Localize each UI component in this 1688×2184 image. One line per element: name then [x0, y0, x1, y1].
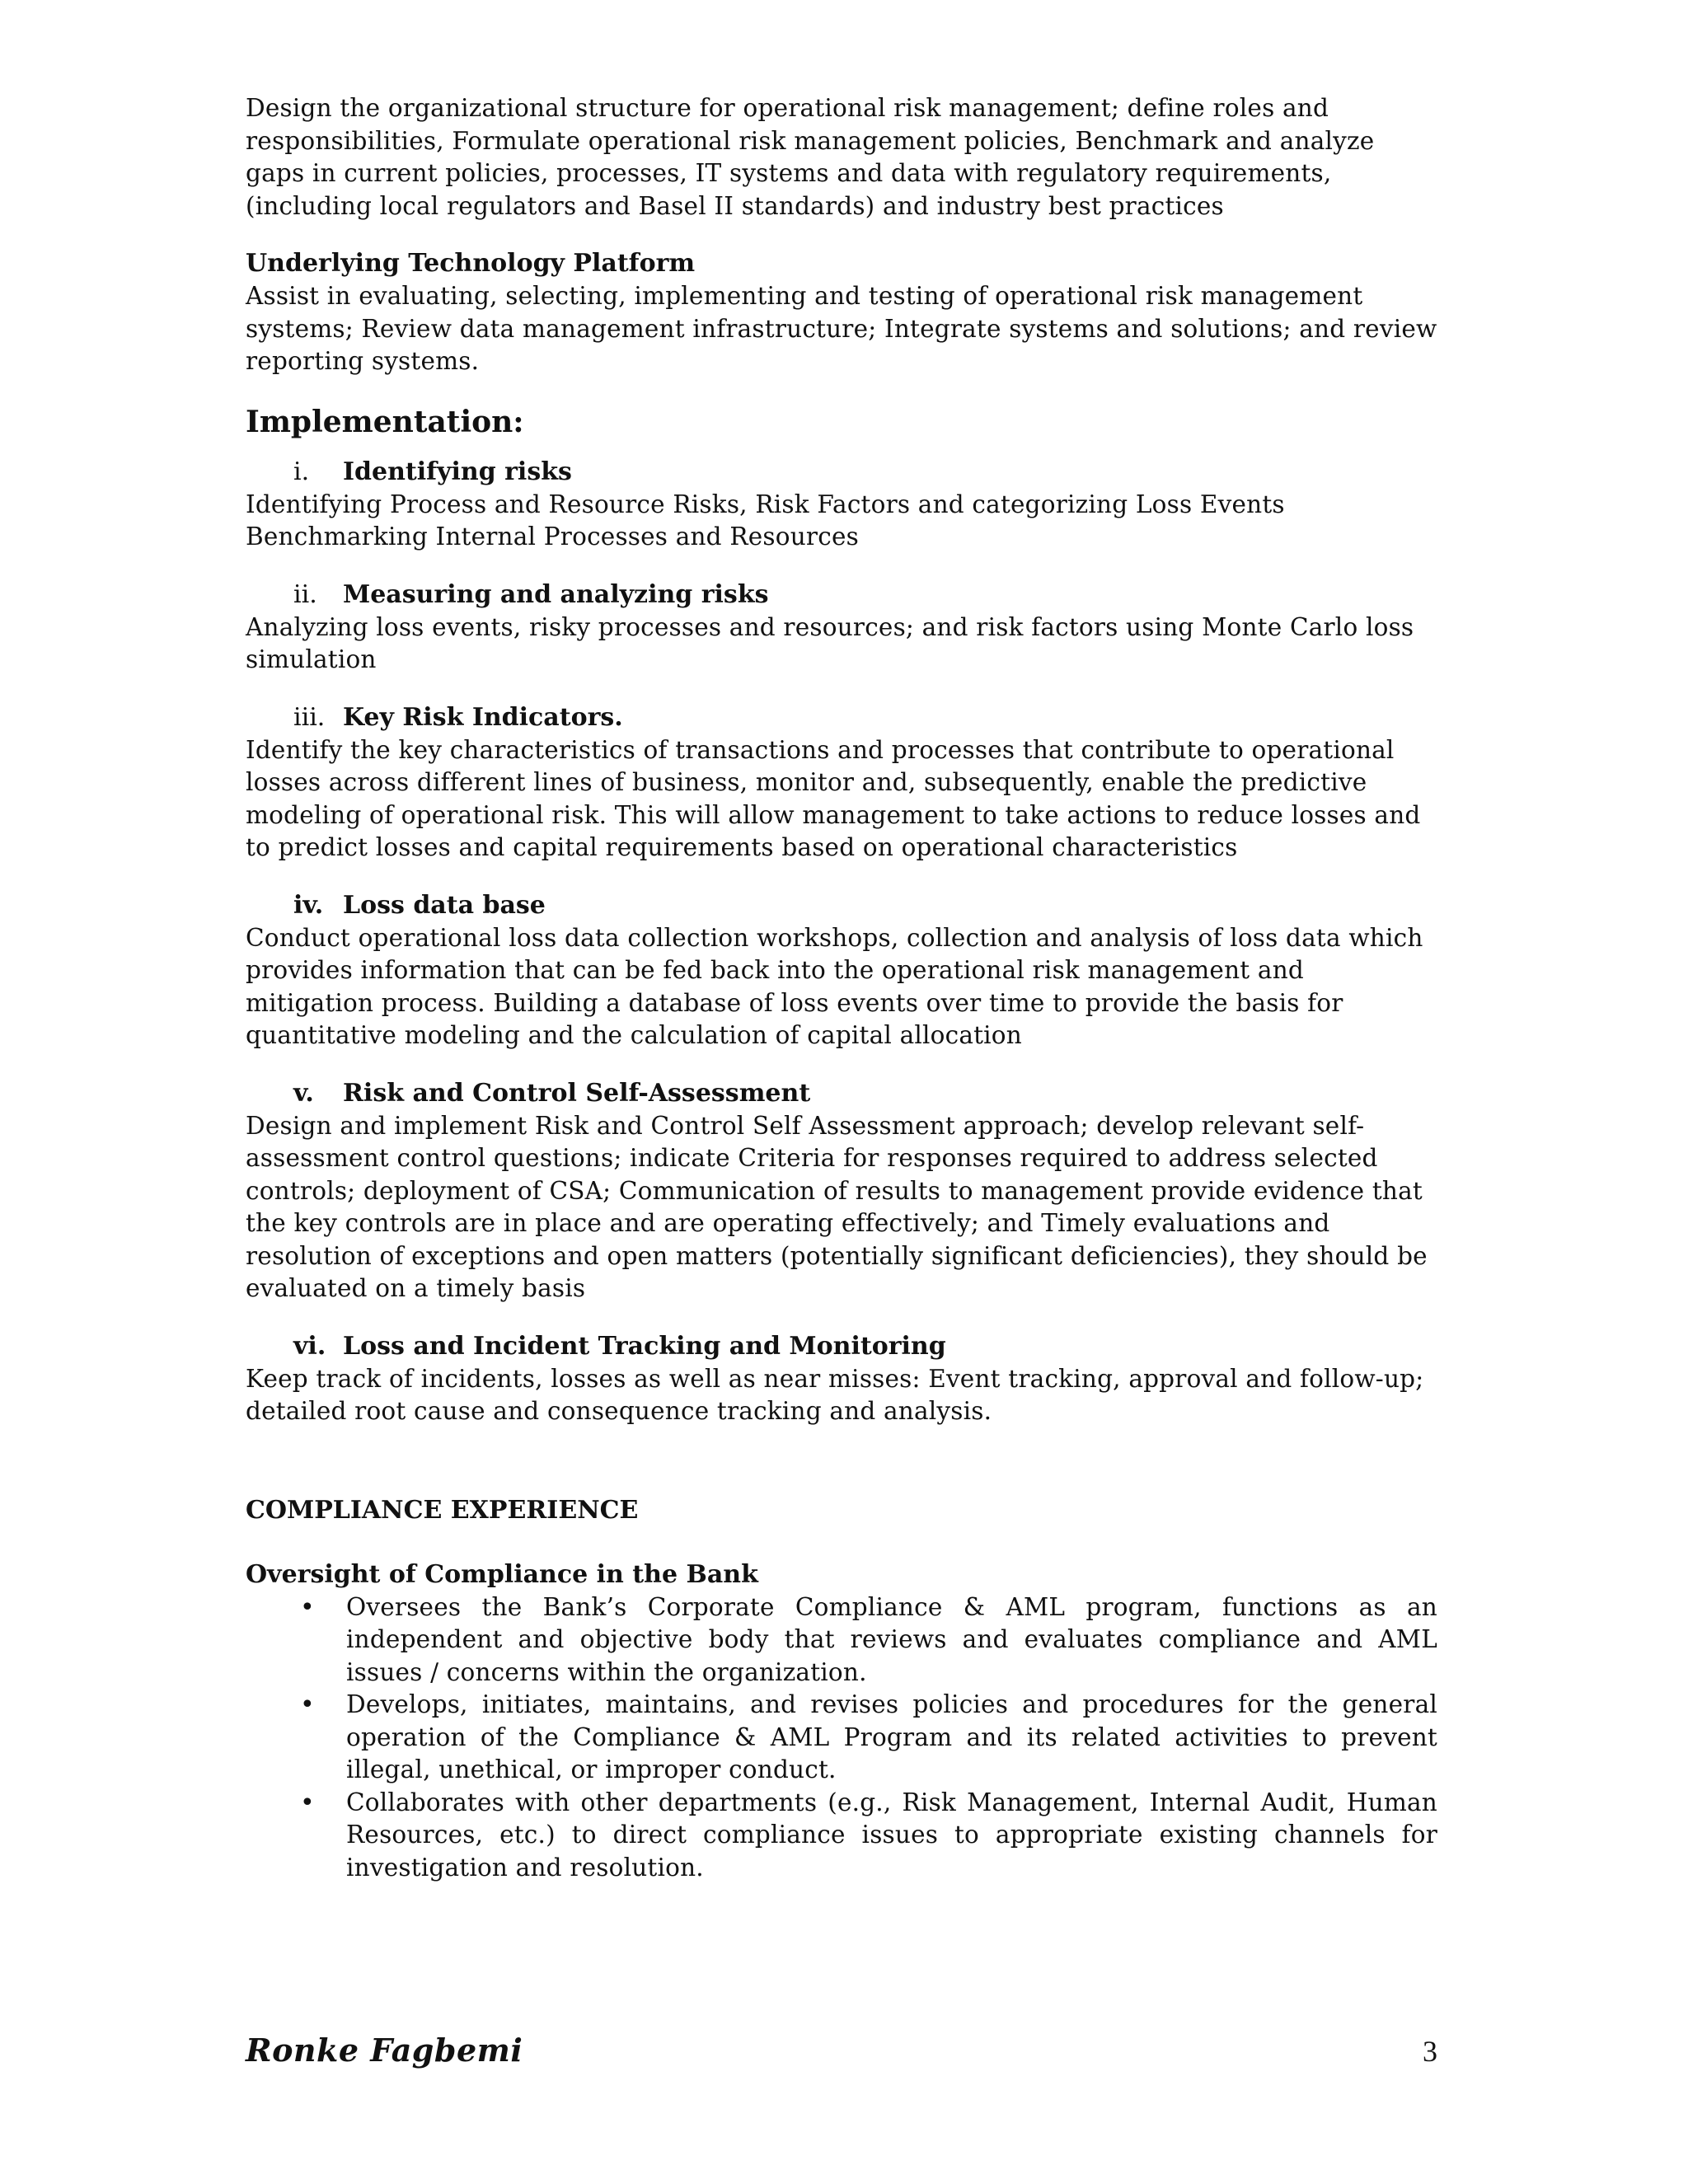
bullet-text: Collaborates with other departments (e.g., Risk Management, Internal Audit, Human Resources, etc.) to direct compliance issues to appropriate existing channels for investigation and resolution.	[346, 1788, 1437, 1882]
implementation-item-header	[246, 579, 1437, 612]
list-item	[246, 1591, 1437, 1690]
implementation-item-header	[246, 701, 1437, 734]
bullet-text: Oversees the Bank’s Corporate Compliance & AML program, functions as an independent and objective body that reviews and evaluates compliance and AML issues / concerns within the organization.	[346, 1592, 1437, 1686]
item-text: Conduct operational loss data collection workshops, collection and analysis of loss data which provides information that can be fed back into the operational risk management and mitigation process. Building a database of loss events over time to provide the basis for quantitative modeling and the calculation of capital allocation	[246, 923, 1423, 1049]
compliance-heading: COMPLIANCE EXPERIENCE	[246, 1495, 639, 1525]
compliance-subheading: Oversight of Compliance in the Bank	[246, 1559, 758, 1589]
item-title: Loss data base	[343, 890, 546, 920]
implementation-item	[246, 889, 1437, 1052]
item-text: Analyzing loss events, risky processes and resources; and risk factors using Monte Carlo loss simulation	[246, 612, 1414, 673]
bullet-text: Develops, initiates, maintains, and revises policies and procedures for the general operation of the Compliance & AML Program and its related activities to prevent illegal, unethical, or improper conduct.	[346, 1690, 1437, 1783]
compliance-bullet-list	[246, 1591, 1437, 1885]
list-item	[246, 1689, 1437, 1787]
bullet-icon: •	[300, 1690, 315, 1719]
implementation-section	[246, 403, 1437, 1428]
item-title: Identifying risks	[343, 457, 572, 486]
technology-section	[246, 247, 1437, 378]
list-item	[246, 1787, 1437, 1885]
bullet-icon: •	[300, 1592, 315, 1622]
implementation-item	[246, 1077, 1437, 1305]
implementation-heading: Implementation:	[246, 404, 524, 439]
implementation-item-header	[246, 889, 1437, 922]
item-numeral: ii.	[293, 579, 317, 609]
technology-text: Assist in evaluating, selecting, implementing and testing of operational risk management systems; Review data management infrastructure; Integrate systems and solutions; and review reporting systems.	[246, 282, 1437, 375]
page-number: 3	[1423, 2035, 1437, 2068]
footer-signature: Ronke Fagbemi	[246, 2032, 523, 2069]
item-numeral: iv.	[293, 890, 324, 920]
item-numeral: iii.	[293, 702, 326, 732]
implementation-item	[246, 1330, 1437, 1428]
item-title: Loss and Incident Tracking and Monitoring	[343, 1331, 946, 1361]
implementation-item	[246, 701, 1437, 865]
bullet-icon: •	[300, 1788, 315, 1817]
compliance-section	[246, 1494, 1437, 1885]
item-numeral: i.	[293, 457, 310, 486]
item-text: Identify the key characteristics of transactions and processes that contribute to operational losses across different lines of business, monitor and, subsequently, enable the predictive modeling of operational risk. This will allow management to take actions to reduce losses and to predict losses and capital requirements based on operational characteristics	[246, 735, 1421, 861]
item-text: Design and implement Risk and Control Self Assessment approach; develop relevant self-assessment control questions; indicate Criteria for responses required to address selected controls; deployment of CSA; Communication of results to management provide evidence that the key controls are in place and are operating effectively; and Timely evaluations and resolution of exceptions and open matters (potentially significant deficiencies), they should be evaluated on a timely basis	[246, 1111, 1428, 1302]
item-numeral: v.	[293, 1078, 314, 1108]
document-page	[246, 92, 1437, 1884]
technology-heading: Underlying Technology Platform	[246, 249, 696, 278]
intro-paragraph: Design the organizational structure for operational risk management; define roles and responsibilities, Formulate operational risk management policies, Benchmark and analyze gaps in current policies, processes, IT systems and data with regulatory requirements, (including local regulators and Basel II standards) and industry best practices	[246, 94, 1375, 220]
item-numeral: vi.	[293, 1331, 326, 1361]
implementation-item	[246, 456, 1437, 554]
item-title: Key Risk Indicators.	[343, 702, 623, 732]
item-text: Keep track of incidents, losses as well as near misses: Event tracking, approval and follow-up; detailed root cause and consequence tracking and analysis.	[246, 1364, 1424, 1425]
item-title: Risk and Control Self-Assessment	[343, 1078, 811, 1108]
implementation-item-header	[246, 1330, 1437, 1363]
page-footer	[246, 2032, 1437, 2069]
implementation-item-header	[246, 456, 1437, 489]
implementation-item-header	[246, 1077, 1437, 1110]
implementation-item	[246, 579, 1437, 677]
item-text: Identifying Process and Resource Risks, Risk Factors and categorizing Loss Events Benchmarking Internal Processes and Resources	[246, 490, 1285, 551]
item-title: Measuring and analyzing risks	[343, 579, 769, 609]
